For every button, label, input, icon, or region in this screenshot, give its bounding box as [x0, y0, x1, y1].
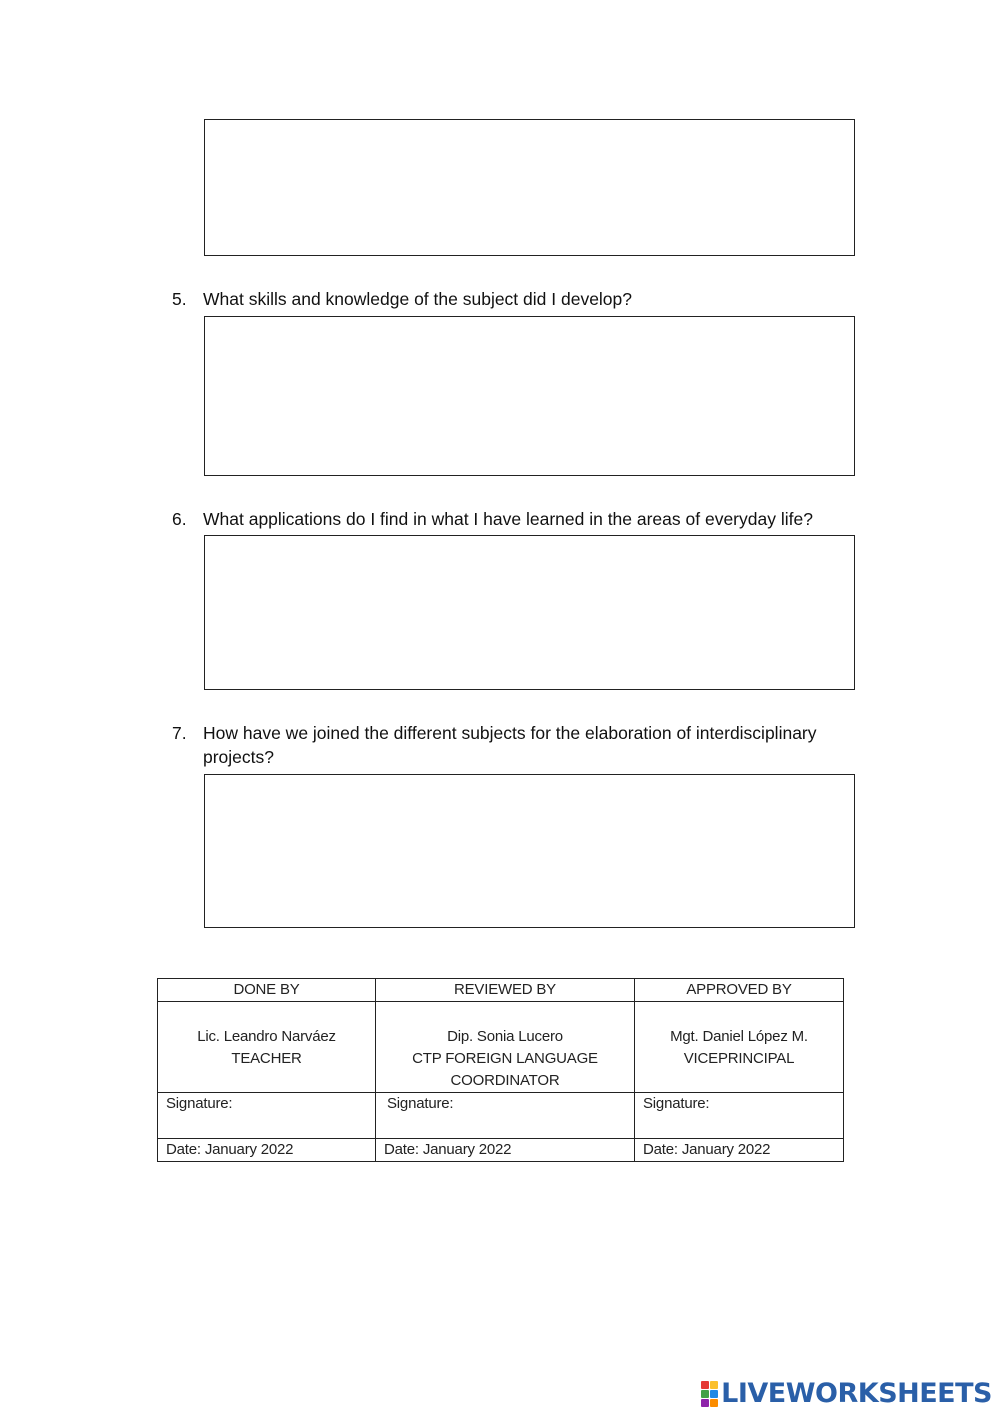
header-reviewed-by: REVIEWED BY — [376, 979, 635, 1002]
question-7 — [172, 721, 862, 769]
signer-name: Mgt. Daniel López M. — [670, 1028, 808, 1045]
signature-field-done-by: Signature: — [158, 1093, 376, 1139]
question-text: How have we joined the different subjects for the elaboration of interdisciplinary projects? — [203, 723, 817, 767]
header-approved-by: APPROVED BY — [635, 979, 844, 1002]
header-done-by: DONE BY — [158, 979, 376, 1002]
question-text: What skills and knowledge of the subject did I develop? — [203, 289, 633, 309]
answer-box-6[interactable] — [204, 535, 855, 690]
signature-field-reviewed-by: Signature: — [376, 1093, 635, 1139]
liveworksheets-logo-icon — [701, 1381, 718, 1407]
date-approved-by: Date: January 2022 — [635, 1139, 844, 1162]
signer-approved-by — [635, 1002, 844, 1093]
signoff-table — [157, 978, 844, 1162]
question-number: 6. — [172, 509, 187, 529]
signer-done-by — [158, 1002, 376, 1093]
question-text: What applications do I find in what I have learned in the areas of everyday life? — [203, 509, 813, 529]
date-reviewed-by: Date: January 2022 — [376, 1139, 635, 1162]
question-6 — [172, 507, 862, 531]
signer-reviewed-by — [376, 1002, 635, 1093]
question-5 — [172, 287, 862, 311]
answer-box-4[interactable] — [204, 119, 855, 256]
signer-role: VICEPRINCIPAL — [683, 1050, 795, 1067]
date-done-by: Date: January 2022 — [158, 1139, 376, 1162]
signature-field-approved-by: Signature: — [635, 1093, 844, 1139]
signer-name: Dip. Sonia Lucero — [447, 1028, 563, 1045]
question-number: 7. — [172, 723, 187, 743]
brand-name: LIVEWORKSHEETS — [721, 1378, 992, 1409]
question-number: 5. — [172, 289, 187, 309]
answer-box-5[interactable] — [204, 316, 855, 476]
liveworksheets-logo — [701, 1378, 992, 1409]
answer-box-7[interactable] — [204, 774, 855, 928]
signer-role: CTP FOREIGN LANGUAGE COORDINATOR — [412, 1050, 598, 1089]
signer-role: TEACHER — [231, 1050, 302, 1067]
signer-name: Lic. Leandro Narváez — [197, 1028, 336, 1045]
